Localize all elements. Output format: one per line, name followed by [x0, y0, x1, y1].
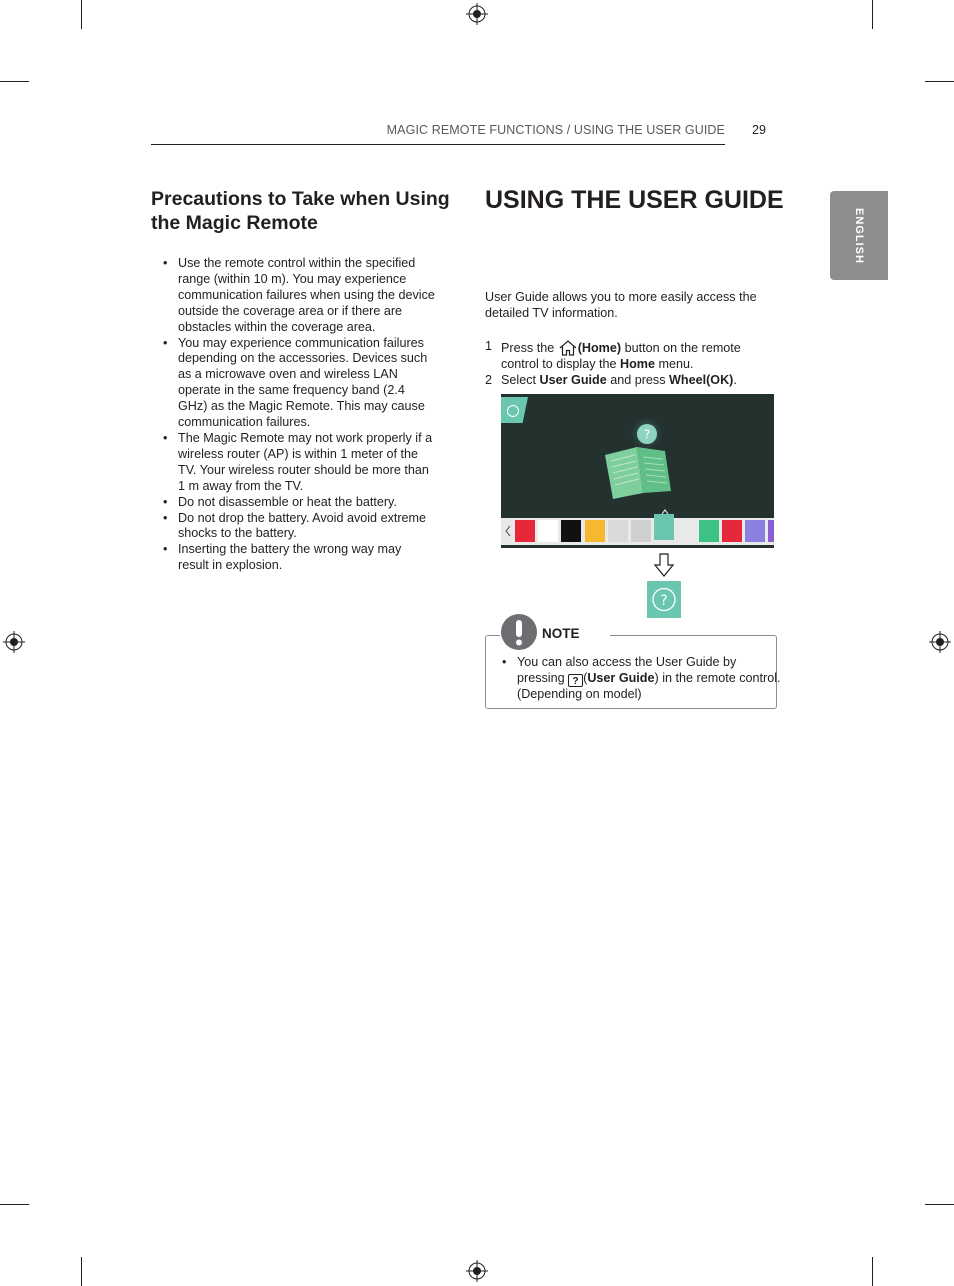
precautions-heading: Precautions to Take when Using the Magic Remote — [151, 188, 450, 234]
list-item: • Do not disassemble or heat the battery. — [160, 495, 435, 511]
list-item: • Inserting the battery the wrong way may result in explosion. — [160, 542, 435, 574]
list-item: • The Magic Remote may not work properly if a wireless router (AP) is within 1 meter of the TV. Your wireless router should be more than 1 m away from the TV. — [160, 431, 435, 495]
app-tile[interactable] — [538, 520, 558, 542]
note-bullet: • — [502, 655, 507, 669]
step-item — [485, 339, 780, 373]
note-bold: User Guide — [587, 670, 655, 685]
step-text: button on the remote control to display the — [501, 341, 741, 371]
arrow-down-icon — [654, 553, 674, 577]
note-text — [500, 655, 782, 703]
step-number: 1 — [485, 339, 493, 353]
app-tile[interactable] — [631, 520, 651, 542]
registration-mark-icon — [466, 3, 488, 25]
chevron-up-icon — [661, 509, 669, 515]
svg-text:?: ? — [660, 593, 668, 609]
tv-screen-illustration — [501, 394, 774, 548]
exclamation-icon — [500, 613, 538, 651]
page-number: 29 — [752, 123, 766, 137]
user-guide-tile[interactable] — [654, 514, 674, 540]
step-bold: User Guide — [539, 372, 607, 387]
crop-mark — [81, 0, 82, 29]
crop-mark — [0, 81, 29, 82]
language-tab — [830, 191, 888, 280]
intro-paragraph: User Guide allows you to more easily access the detailed TV information. — [485, 290, 757, 320]
step-text: Select — [501, 372, 540, 387]
crop-mark — [872, 0, 873, 29]
note-label: NOTE — [542, 626, 580, 641]
app-tile[interactable] — [768, 520, 774, 542]
list-item: • Do not drop the battery. Avoid avoid extreme shocks to the battery. — [160, 511, 435, 543]
step-number: 2 — [485, 372, 493, 387]
page-title: USING THE USER GUIDE — [485, 186, 784, 214]
user-guide-button-icon: ? — [568, 674, 583, 687]
registration-mark-icon — [466, 1260, 488, 1282]
step-text: . — [733, 372, 737, 387]
step-item — [485, 373, 780, 389]
app-tile[interactable] — [561, 520, 581, 542]
app-tile[interactable] — [699, 520, 719, 542]
precautions-list — [160, 256, 435, 574]
crop-mark — [925, 81, 954, 82]
note-text-part: ( — [583, 670, 588, 685]
note-text-part: You can also access the User Guide by pressing — [517, 655, 737, 685]
step-bold: (Home) — [577, 341, 622, 355]
list-item: • Use the remote control within the specified range (within 10 m). You may experience communication failures when using the device outside the coverage area or if there are obstacles within the coverage area. — [160, 256, 435, 336]
question-icon — [506, 404, 520, 418]
step-text: menu. — [655, 356, 694, 371]
crop-mark — [0, 1204, 29, 1205]
registration-mark-icon — [929, 631, 951, 653]
registration-mark-icon — [3, 631, 25, 653]
header-rule — [151, 144, 725, 145]
step-bold: Wheel(OK) — [669, 372, 734, 387]
home-icon — [558, 339, 578, 356]
step-bold: Home — [620, 356, 656, 371]
app-tile[interactable] — [722, 520, 742, 542]
app-tile[interactable] — [585, 520, 605, 542]
user-guide-icon — [647, 581, 681, 618]
crop-mark — [925, 1204, 954, 1205]
running-header: MAGIC REMOTE FUNCTIONS / USING THE USER GUIDE — [386, 123, 725, 137]
language-tab-label: ENGLISH — [853, 207, 865, 264]
svg-text:?: ? — [643, 427, 651, 442]
chevron-left-icon — [504, 525, 512, 537]
app-tile[interactable] — [745, 520, 765, 542]
crop-mark — [81, 1257, 82, 1286]
app-tile[interactable] — [608, 520, 628, 542]
open-book-icon — [599, 419, 679, 501]
step-text: Press the — [501, 341, 558, 355]
steps-list — [485, 339, 780, 389]
note-text-part: ) in the remote control. (Depending on model) — [517, 670, 781, 701]
list-item: • You may experience communication failures depending on the accessories. Devices such as a microwave oven and wireless LAN operate in the same frequency band (2.4 GHz) as the Magic Remote. This may cause communication failures. — [160, 336, 435, 431]
launcher-bar — [501, 518, 774, 545]
question-book-icon — [647, 581, 681, 618]
crop-mark — [872, 1257, 873, 1286]
app-tile[interactable] — [515, 520, 535, 542]
step-text: and press — [606, 372, 670, 387]
